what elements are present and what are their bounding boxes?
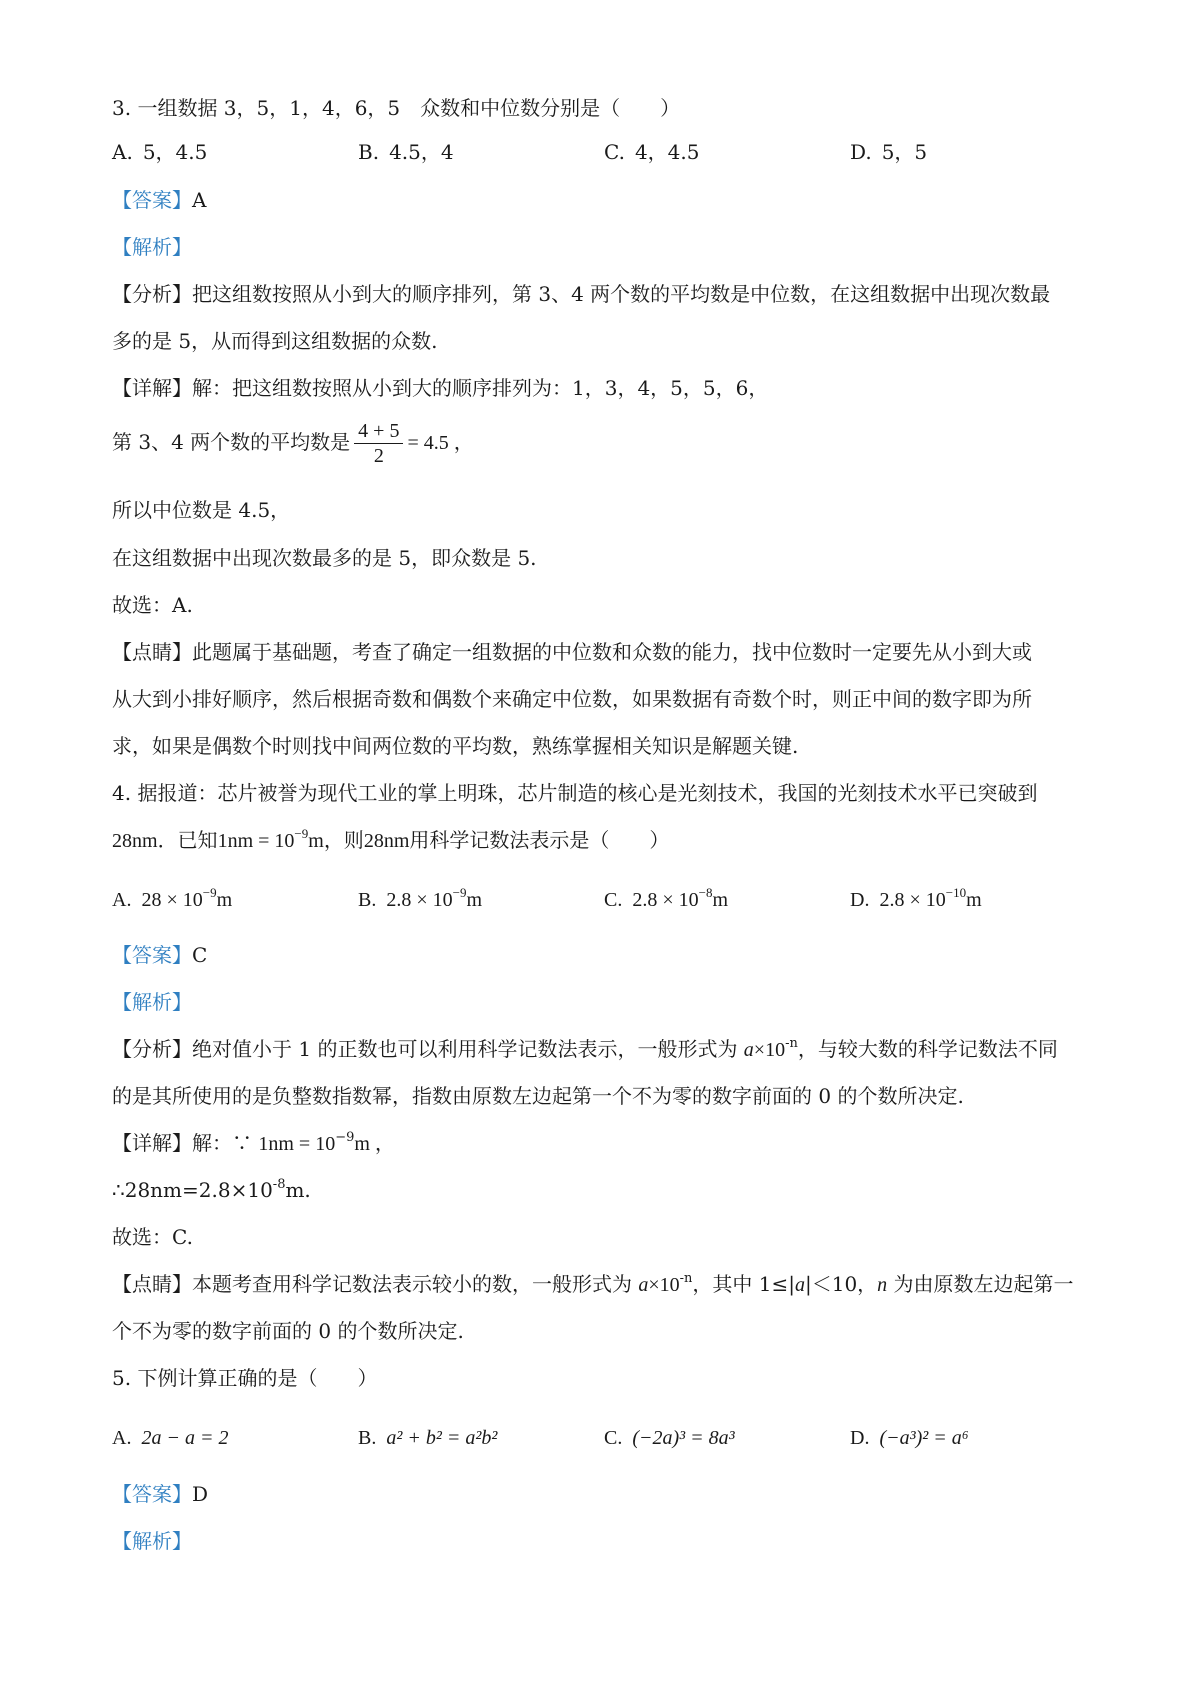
- q4-dianjing-line2: 个不为零的数字前面的 0 的个数所决定.: [112, 1319, 464, 1343]
- q4-fenxi-line1: [112, 1037, 1058, 1062]
- q4-analysis-tag: 【解析】: [112, 990, 192, 1014]
- option-base: 28 × 10: [141, 889, 203, 911]
- q4-choose: 故选：C.: [112, 1225, 193, 1249]
- q4-stem-line1: 4. 据报道：芯片被誉为现代工业的掌上明珠，芯片制造的核心是光刻技术，我国的光刻技术水平已突破到: [112, 781, 1038, 805]
- q3-stem: 3. 一组数据 3，5，1，4，6，5 众数和中位数分别是（ ）: [112, 96, 681, 120]
- q4-option-b[interactable]: [358, 885, 483, 912]
- option-label: C.: [604, 1427, 623, 1449]
- math-exponent: −9: [294, 826, 309, 841]
- math-base: ∴28nm=2.8×10: [112, 1178, 273, 1202]
- option-text: (−2a)³ = 8a³: [632, 1427, 735, 1449]
- stem-text: 用科学记数法表示是（ ）: [409, 828, 670, 852]
- math-exponent: -n: [679, 1271, 693, 1286]
- xiangjie-text: 解：∵: [192, 1131, 259, 1155]
- answer-tag: 【答案】: [112, 1482, 192, 1506]
- option-text: 4.5，4: [389, 140, 454, 164]
- answer-tag: 【答案】: [112, 188, 192, 212]
- fenxi-tag: 【分析】: [112, 282, 192, 306]
- q4-fenxi-line2: 的是其所使用的是负整数指数幂，指数由原数左边起第一个不为零的数字前面的 0 的个数所决定.: [112, 1084, 964, 1108]
- q3-option-a[interactable]: [112, 140, 207, 164]
- math-base: 1nm = 10: [258, 1133, 336, 1155]
- q5-analysis-tag: 【解析】: [112, 1529, 192, 1553]
- q3-fenxi-line2: 多的是 5，从而得到这组数据的众数.: [112, 329, 438, 353]
- math-base: ×10: [648, 1274, 680, 1296]
- dianjing-text: 为由原数左边起第一: [887, 1272, 1074, 1296]
- q3-xiangjie-line2: [112, 418, 474, 468]
- option-label: D.: [850, 1427, 870, 1449]
- fraction-denominator: 2: [373, 445, 384, 467]
- dianjing-text: 此题属于基础题，考查了确定一组数据的中位数和众数的能力，找中位数时一定要先从小到大或: [192, 640, 1032, 664]
- q3-dianjing-line2: 从大到小排好顺序，然后根据奇数和偶数个来确定中位数，如果数据有奇数个时，则正中间的数字即为所: [112, 687, 1032, 711]
- q5-option-c[interactable]: [604, 1426, 735, 1450]
- q4-dianjing-line1: [112, 1272, 1074, 1297]
- option-label: A.: [112, 140, 133, 164]
- math-unit: m.: [285, 1178, 311, 1202]
- answer-tag: 【答案】: [112, 943, 192, 967]
- option-unit: m: [966, 889, 982, 911]
- option-label: A.: [112, 1427, 132, 1449]
- q4-xiangjie-line2: [112, 1178, 311, 1202]
- math-exponent: −9: [335, 1130, 355, 1145]
- q5-option-b[interactable]: [358, 1426, 497, 1450]
- option-unit: m: [466, 889, 483, 911]
- option-exponent: −8: [698, 885, 713, 900]
- option-text: 4，4.5: [634, 140, 700, 164]
- q3-answer: A: [192, 188, 207, 212]
- option-unit: m: [712, 889, 729, 911]
- math-inline: [217, 826, 324, 852]
- option-text: (−a³)² = a⁶: [879, 1427, 969, 1449]
- option-exponent: −9: [452, 885, 467, 900]
- fenxi-text: 绝对值小于 1 的正数也可以利用科学记数法表示，一般形式为: [192, 1037, 744, 1061]
- option-label: D.: [850, 140, 872, 164]
- q4-xiangjie-line1: [112, 1131, 395, 1156]
- q4-answer: C: [192, 943, 208, 967]
- option-label: B.: [358, 140, 380, 164]
- option-text: 2a − a = 2: [141, 1427, 229, 1449]
- q4-option-d[interactable]: [850, 885, 982, 912]
- math-variable: n: [877, 1274, 888, 1296]
- q5-answer: D: [192, 1482, 209, 1506]
- math-exponent: -n: [785, 1036, 798, 1051]
- fenxi-tag: 【分析】: [112, 1037, 192, 1061]
- option-label: D.: [850, 889, 870, 911]
- xiangjie-text: 解：把这组数按照从小到大的顺序排列为：1，3，4，5，5，6，: [192, 376, 769, 400]
- option-text: a² + b² = a²b²: [386, 1427, 498, 1449]
- math-unit: m: [308, 830, 324, 852]
- option-exponent: −9: [202, 885, 217, 900]
- fenxi-text: ，与较大数的科学记数法不同: [797, 1037, 1058, 1061]
- q3-xiangjie-line4: 在这组数据中出现次数最多的是 5，即众数是 5.: [112, 546, 537, 570]
- dianjing-text: ，其中 1≤|: [692, 1272, 795, 1296]
- math-variable: a: [743, 1039, 754, 1061]
- dianjing-text: |＜10，: [804, 1272, 878, 1296]
- fraction-numerator: 4 + 5: [354, 419, 403, 444]
- q3-choose: 故选：A.: [112, 593, 193, 617]
- option-base: 2.8 × 10: [879, 889, 946, 911]
- fenxi-text: 把这组数按照从小到大的顺序排列，第 3、4 两个数的平均数是中位数，在这组数据中出现次数最: [192, 282, 1051, 306]
- math-unit: m ，: [354, 1133, 395, 1155]
- dianjing-tag: 【点睛】: [112, 1272, 192, 1296]
- q5-answer-line: [112, 1482, 208, 1506]
- q3-xiangjie-line3: 所以中位数是 4.5，: [112, 498, 291, 522]
- math-base: 1nm = 10: [217, 830, 295, 852]
- dianjing-tag: 【点睛】: [112, 640, 192, 664]
- option-label: C.: [604, 889, 623, 911]
- math-variable: a: [794, 1274, 805, 1296]
- q3-option-b[interactable]: [358, 140, 454, 164]
- xiangjie-text: 第 3、4 两个数的平均数是: [112, 430, 351, 454]
- q3-analysis-tag: 【解析】: [112, 235, 192, 259]
- q3-xiangjie-line1: [112, 376, 768, 400]
- math-inline: 28nm: [363, 830, 410, 852]
- math-exponent: -8: [272, 1177, 286, 1192]
- stem-text: ．已知: [157, 828, 218, 852]
- q3-fenxi-line1: [112, 282, 1050, 306]
- q4-option-a[interactable]: [112, 885, 233, 912]
- xiangjie-tag: 【详解】: [112, 376, 192, 400]
- q3-answer-line: [112, 188, 206, 212]
- q5-stem: 5. 下例计算正确的是（ ）: [112, 1366, 378, 1390]
- option-text: 5，5: [881, 140, 928, 164]
- option-text: 5，4.5: [142, 140, 208, 164]
- math-base: ×10: [753, 1039, 786, 1061]
- q5-option-a[interactable]: [112, 1426, 228, 1450]
- q3-option-d[interactable]: [850, 140, 927, 164]
- option-label: B.: [358, 1427, 377, 1449]
- option-base: 2.8 × 10: [386, 889, 453, 911]
- q3-dianjing-line3: 求，如果是偶数个时则找中间两位数的平均数，熟练掌握相关知识是解题关键.: [112, 734, 799, 758]
- math-variable: a: [638, 1274, 649, 1296]
- dianjing-text: 本题考查用科学记数法表示较小的数，一般形式为: [192, 1272, 639, 1296]
- math-inline: 28nm: [112, 830, 158, 852]
- q5-option-d[interactable]: [850, 1426, 969, 1450]
- stem-text: ，则: [323, 828, 364, 852]
- q4-option-c[interactable]: [604, 885, 729, 912]
- xiangjie-tag: 【详解】: [112, 1131, 192, 1155]
- average-fraction: [354, 419, 403, 468]
- option-exponent: −10: [945, 885, 967, 900]
- option-label: C.: [604, 140, 625, 164]
- q3-option-c[interactable]: [604, 140, 699, 164]
- xiangjie-result: = 4.5 ，: [407, 432, 474, 454]
- option-unit: m: [216, 889, 233, 911]
- q3-dianjing-line1: [112, 640, 1032, 664]
- option-label: B.: [358, 889, 377, 911]
- option-label: A.: [112, 889, 132, 911]
- q4-stem-line2: [112, 828, 669, 853]
- q4-answer-line: [112, 943, 207, 967]
- option-base: 2.8 × 10: [632, 889, 699, 911]
